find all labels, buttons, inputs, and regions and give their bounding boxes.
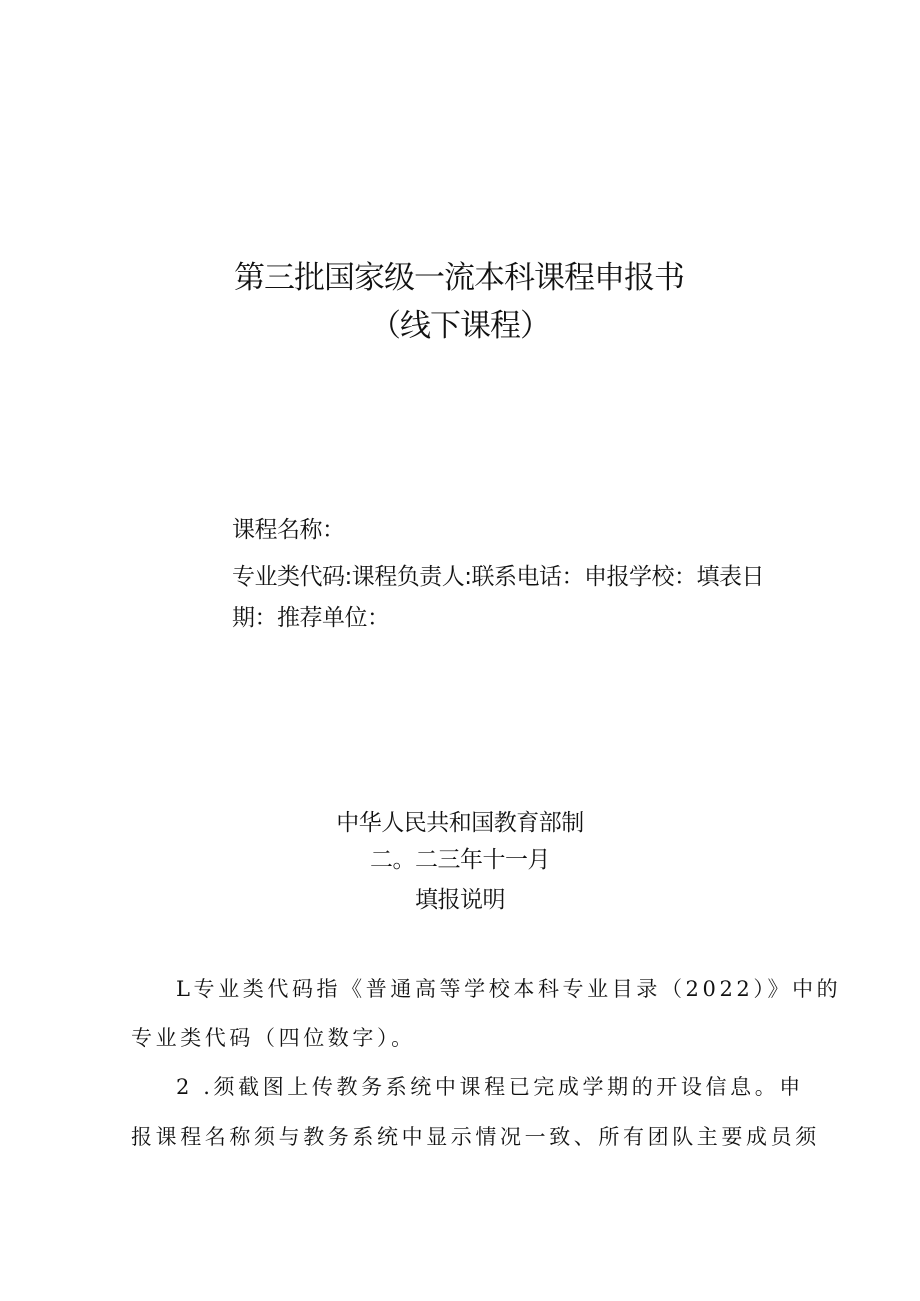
section-title: 填报说明	[415, 887, 505, 913]
issue-date: 二。二三年十一月	[370, 847, 550, 873]
instruction-1-line-1: L专业类代码指《普通高等学校本科专业目录（2022）》中的	[176, 977, 842, 1001]
field-course-name: 课程名称：	[232, 517, 345, 543]
document-title: 第三批国家级一流本科课程申报书	[234, 260, 684, 296]
document-subtitle: （线下课程）	[370, 308, 550, 344]
field-info-line-continued: 期：推荐单位：	[232, 605, 390, 631]
instruction-2-line-1: 2 .须截图上传教务系统中课程已完成学期的开设信息。申	[176, 1075, 804, 1099]
issuer: 中华人民共和国教育部制	[336, 810, 584, 836]
instruction-2-line-2: 报课程名称须与教务系统中显示情况一致、所有团队主要成员须	[131, 1125, 820, 1149]
instruction-1-line-2: 专业类代码（四位数字）。	[131, 1026, 416, 1050]
field-info-line: 专业类代码:课程负责人:联系电话：申报学校：填表日	[232, 564, 764, 590]
